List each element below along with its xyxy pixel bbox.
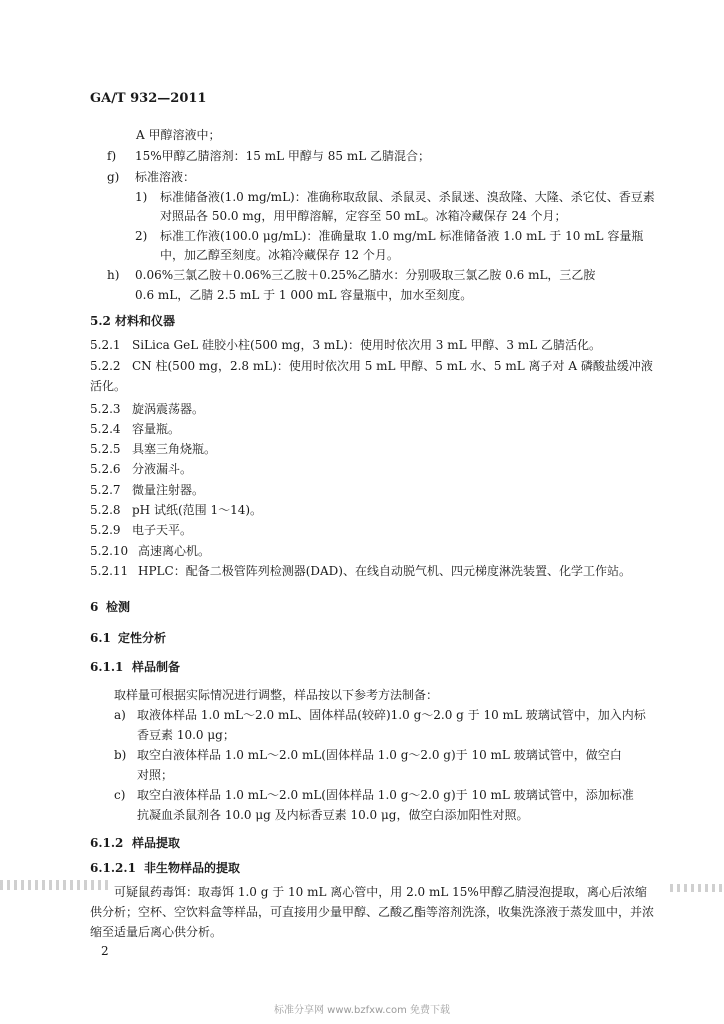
clause-text: 微量注射器。 [132, 483, 205, 497]
clause-text: HPLC：配备二极管阵列检测器(DAD)、在线自动脱气机、四元梯度淋洗装置、化学工作站。 [138, 564, 631, 578]
list-marker: f) [107, 149, 117, 163]
list-item-g2-cont: 中，加乙醇至刻度。冰箱冷藏保存 12 个月。 [160, 248, 399, 262]
clause-text: 分液漏斗。 [132, 462, 193, 476]
list-item-c: 取空白液体样品 1.0 mL～2.0 mL(固体样品 1.0 g～2.0 g)于 10 mL 玻璃试管中，添加标准 [137, 788, 634, 802]
section-title: 检测 [106, 600, 131, 614]
list-item-a-cont: 香豆素 10.0 μg； [137, 728, 235, 742]
clause-number: 5.2.6 [90, 462, 121, 476]
list-marker: c) [114, 788, 126, 802]
paragraph: 可疑鼠药毒饵：取毒饵 1.0 g 于 10 mL 离心管中，用 2.0 mL 15%甲醇乙腈浸泡提取，离心后浓缩 [114, 885, 647, 899]
list-item-c-cont: 抗凝血杀鼠剂各 10.0 μg 及内标香豆素 10.0 μg，做空白添加阳性对照。 [137, 808, 529, 822]
section-title: 样品提取 [132, 836, 181, 850]
list-marker: 1) [135, 190, 148, 204]
section-title: 非生物样品的提取 [144, 861, 241, 875]
clause-text: CN 柱(500 mg，2.8 mL)：使用时依次用 5 mL 甲醇、5 mL 水、5 mL 离子对 A 磷酸盐缓冲液 [132, 359, 653, 373]
section-number: 6.1 [90, 631, 111, 645]
clause-number: 5.2.7 [90, 483, 121, 497]
text-line: A 甲醇溶液中； [136, 128, 221, 142]
clause-text: pH 试纸(范围 1～14)。 [132, 503, 263, 517]
clause-number: 5.2.4 [90, 422, 121, 436]
list-marker: h) [107, 268, 120, 282]
clause-number: 5.2.1 [90, 338, 121, 352]
clause-text: 电子天平。 [132, 523, 193, 537]
list-marker: a) [114, 708, 126, 722]
list-marker: g) [107, 170, 120, 184]
list-item-b: 取空白液体样品 1.0 mL～2.0 mL(固体样品 1.0 g～2.0 g)于 10 mL 玻璃试管中，做空白 [137, 748, 622, 762]
list-marker: b) [114, 748, 127, 762]
section-title: 定性分析 [118, 631, 167, 645]
section-title: 样品制备 [132, 660, 181, 674]
list-item-g1-cont: 对照品各 50.0 mg，用甲醇溶解，定容至 50 mL。冰箱冷藏保存 24 个月； [160, 209, 567, 223]
clause-number: 5.2.5 [90, 442, 121, 456]
paragraph-cont: 缩至适量后离心供分析。 [90, 925, 223, 939]
section-number: 6.1.2.1 [90, 861, 136, 875]
section-number: 6.1.1 [90, 660, 124, 674]
list-item-g2: 标准工作液(100.0 μg/mL)：准确量取 1.0 mg/mL 标准储备液 1.0 mL 于 10 mL 容量瓶 [160, 229, 644, 243]
clause-number: 5.2.9 [90, 523, 121, 537]
scan-artifact [0, 880, 112, 890]
clause-number: 5.2.8 [90, 503, 121, 517]
list-item-h: 0.06%三氯乙胺＋0.06%三乙胺＋0.25%乙腈水：分别吸取三氯乙胺 0.6 mL，三乙胺 [135, 268, 596, 282]
clause-text: SiLica GeL 硅胶小柱(500 mg，3 mL)：使用时依次用 3 mL 甲醇、3 mL 乙腈活化。 [132, 338, 602, 352]
watermark-footer: 标准分享网 www.bzfxw.com 免费下载 [274, 1005, 450, 1016]
clause-text: 容量瓶。 [132, 422, 181, 436]
paragraph-cont: 供分析；空杯、空饮料盒等样品，可直接用少量甲醇、乙酸乙酯等溶剂洗涤，收集洗涤液于蒸发皿中，并浓 [90, 905, 655, 919]
section-number: 6.1.2 [90, 836, 124, 850]
clause-text: 具塞三角烧瓶。 [132, 442, 217, 456]
section-number: 6 [90, 600, 99, 614]
clause-number: 5.2.2 [90, 359, 121, 373]
list-item-g1: 标准储备液(1.0 mg/mL)：准确称取敌鼠、杀鼠灵、杀鼠迷、溴敌隆、大隆、杀它仗、香豆素 [160, 190, 655, 204]
scan-artifact [670, 884, 724, 892]
clause-text-cont: 活化。 [90, 379, 127, 393]
list-item-a: 取液体样品 1.0 mL～2.0 mL、固体样品(较碎)1.0 g～2.0 g 于 10 mL 玻璃试管中，加入内标 [137, 708, 646, 722]
list-item-g: 标准溶液： [135, 170, 196, 184]
list-item-f: 15%甲醇乙腈溶剂：15 mL 甲醇与 85 mL 乙腈混合； [135, 149, 430, 163]
clause-number: 5.2.3 [90, 402, 121, 416]
list-item-h-cont: 0.6 mL，乙腈 2.5 mL 于 1 000 mL 容量瓶中，加水至刻度。 [135, 288, 473, 302]
clause-number: 5.2.10 [90, 544, 129, 558]
clause-number: 5.2.11 [90, 564, 129, 578]
section-number: 5.2 [90, 314, 111, 328]
list-item-b-cont: 对照； [137, 768, 174, 782]
clause-text: 旋涡震荡器。 [132, 402, 205, 416]
section-title: 材料和仪器 [115, 314, 176, 328]
page-number: 2 [101, 944, 109, 958]
clause-text: 高速离心机。 [138, 544, 211, 558]
standard-number: GA/T 932—2011 [90, 91, 207, 106]
paragraph: 取样量可根据实际情况进行调整，样品按以下参考方法制备： [114, 688, 439, 702]
list-marker: 2) [135, 229, 148, 243]
